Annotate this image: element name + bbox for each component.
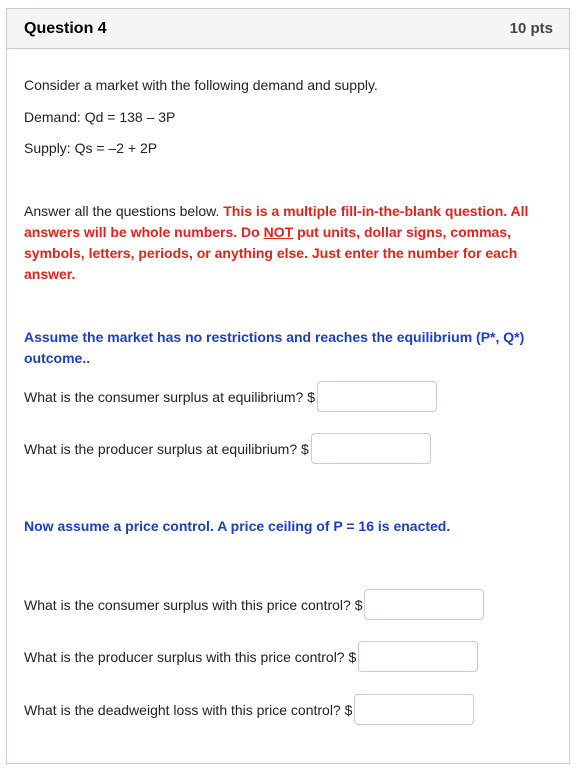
cs-equilibrium-label: What is the consumer surplus at equilibrium? $ — [24, 388, 316, 405]
dwl-price-control-label: What is the deadweight loss with this price control? $ — [24, 701, 353, 718]
instructions-not: NOT — [263, 224, 294, 240]
cs-price-control-input[interactable] — [364, 589, 484, 620]
instructions-warning-2: put units, dollar signs, commas, symbols, letters, periods, or anything else. Just enter the number for each answer. — [24, 224, 518, 282]
question-ps-price-control — [24, 641, 478, 672]
ps-equilibrium-label: What is the producer surplus at equilibrium? $ — [24, 440, 309, 457]
supply-equation: Supply: Qs = –2 + 2P — [24, 140, 158, 156]
cs-price-control-label: What is the consumer surplus with this price control? $ — [24, 596, 363, 613]
intro-text: Consider a market with the following demand and supply. — [24, 77, 378, 93]
demand-equation: Demand: Qd = 138 – 3P — [24, 109, 176, 125]
question-cs-equilibrium — [24, 381, 437, 412]
cs-equilibrium-input[interactable] — [317, 381, 437, 412]
question-cs-price-control — [24, 589, 484, 620]
question-header — [7, 9, 569, 49]
ps-price-control-input[interactable] — [358, 641, 478, 672]
ps-equilibrium-input[interactable] — [311, 433, 431, 464]
instructions — [24, 201, 547, 285]
question-points: 10 pts — [509, 20, 553, 37]
question-title: Question 4 — [24, 19, 107, 37]
question-ps-equilibrium — [24, 433, 431, 464]
section1-heading: Assume the market has no restrictions and reaches the equilibrium (P*, Q*) outcome.. — [24, 329, 525, 366]
dwl-price-control-input[interactable] — [354, 694, 474, 725]
section2-heading: Now assume a price control. A price ceiling of P = 16 is enacted. — [24, 518, 451, 534]
instructions-warning-1: This is a multiple fill-in-the-blank question. All answers will be whole numbers. Do — [24, 203, 529, 240]
question-dwl-price-control — [24, 694, 474, 725]
instructions-lead: Answer all the questions below. — [24, 203, 224, 219]
question-card — [6, 8, 570, 764]
ps-price-control-label: What is the producer surplus with this price control? $ — [24, 648, 357, 665]
